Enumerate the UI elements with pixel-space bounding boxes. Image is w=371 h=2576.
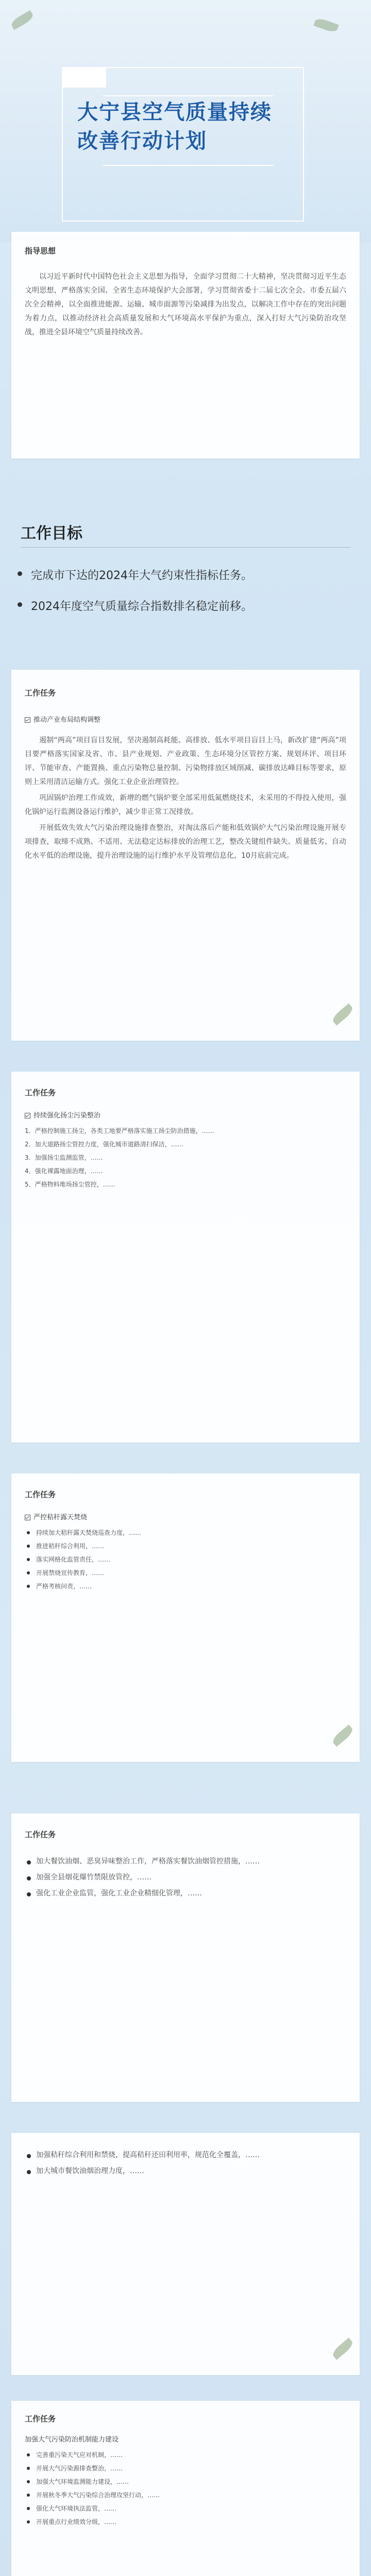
- tasks1-text: [25, 734, 346, 865]
- tasks5-item: 加强秸秆综合利用和禁烧，提高秸秆还田利用率，规范化全覆盖，……: [25, 2148, 346, 2162]
- guiding-card: [11, 232, 360, 459]
- tasks1-paragraph: 开展低效失效大气污染治理设施排查整治，对淘汰落后产能和低效锅炉大气污染治理设施开展专项排查，取缔不成熟、不适用、无法稳定达标排放的治理工艺，整改关键组件缺失、质量低劣、自动化水平低的治理设施，提升治理设施的运行维护水平及管理信息化，10月底前完成。: [25, 824, 346, 860]
- guiding-line: 次全会精神，以全面推进能源、运输、城市面源等污染减排为出发: [25, 300, 237, 309]
- tasks6-item: 开展重点行业绩效分级，……: [25, 2516, 346, 2528]
- tasks5-card: [11, 2133, 360, 2375]
- tasks4-card: [11, 1814, 360, 2102]
- tasks2-paragraph: 1．严格控制施工扬尘，各类工地要严格落实施工扬尘防治措施，……: [25, 1127, 214, 1134]
- title-frame-corner: [62, 67, 106, 88]
- tasks1-subtitle: [25, 714, 100, 724]
- leaf-decoration: [331, 2337, 355, 2360]
- tasks1-subtitle-text: 推动产业布局结构调整: [33, 716, 101, 724]
- tasks2-title: 工作任务: [25, 1088, 56, 1097]
- tasks2-paragraph: 5．严格物料堆场扬尘管控，……: [25, 1181, 115, 1188]
- tasks2-paragraph: 2．加大道路扬尘管控力度，强化城市道路清扫保洁，……: [25, 1141, 183, 1148]
- tasks1-title: 工作任务: [25, 688, 56, 698]
- tasks3-item: 落实网格化监管责任，……: [25, 1554, 346, 1565]
- tasks4-item: 加强全县烟花爆竹禁限放管控，……: [25, 1871, 346, 1885]
- tasks3-title: 工作任务: [25, 1490, 56, 1499]
- tasks1-paragraph: 巩固锅炉治理工作成效，新增的燃气锅炉要全部采用低氮燃烧技术，未采用的不得投入使用，强化锅炉运行监测设备运行维护，减少非正常工况排放。: [25, 794, 346, 816]
- guiding-text: [25, 270, 346, 340]
- tasks4-list: [25, 1855, 346, 1903]
- targets-rule: [21, 547, 350, 548]
- page-title: [77, 98, 272, 156]
- tasks4-item: 加大餐饮油烟、恶臭异味整治工作，严格落实餐饮油烟管控措施，……: [25, 1855, 346, 1869]
- tasks6-item: 强化大气环境执法监管，……: [25, 2503, 346, 2514]
- tasks5-list: [25, 2148, 346, 2180]
- tasks6-subtitle: 加强大气污染防治机制能力建设: [25, 2436, 119, 2444]
- guiding-line: 以习近平新时代中国特色社会主义思想为指导，全面学习贯彻二: [39, 273, 244, 281]
- guiding-line: 发展和大气环境高水平保护为重点，深入打好大气污染防治攻坚: [137, 314, 347, 323]
- tasks3-item: 推进秸秆综合利用，……: [25, 1540, 346, 1552]
- tasks2-subtitle-text: 持续强化扬尘污染整治: [33, 1112, 101, 1120]
- tasks2-text: [25, 1125, 346, 1192]
- guiding-line: 战，推进全县环境空气质量持续改善。: [25, 328, 147, 336]
- tasks3-card: [11, 1473, 360, 1762]
- tasks6-item: 开展秋冬季大气污染综合治理攻坚行动，……: [25, 2489, 346, 2501]
- tasks2-paragraph: 3．加强扬尘监测监管，……: [25, 1154, 103, 1161]
- tasks1-paragraph: 遏制“两高”项目盲目发展，坚决遏制高耗能、高排放、低水平项目盲目上马，新改扩建“两高”项目要严格落实国家及省、市、县产业规划、产业政策、生态环境分区管控方案、规划环评、项目环评、节能审查、产能置换、重点污染物总量控制、污染物排放区域削减、碳排放达峰目标等要求，原则上采用清洁运输方式。强化工业企业治理管控。: [25, 736, 346, 786]
- tasks2-paragraph: 4．强化裸露地面治理，……: [25, 1167, 103, 1175]
- target-item: 完成市下达的2024年大气约束性指标任务。: [31, 567, 252, 583]
- tasks6-item: 加强大气环境监测能力建设，……: [25, 2476, 346, 2487]
- hero-banner: [0, 0, 371, 242]
- tasks3-list: [25, 1527, 346, 1594]
- title-divider-top: [103, 95, 273, 96]
- tasks3-item: 开展禁烧宣传教育，……: [25, 1567, 346, 1579]
- tasks4-item: 强化工业企业监管，强化工业企业精细化管理，……: [25, 1887, 346, 1901]
- guiding-line: 生态环境保护大会部署，学习贯彻省委十二届七次全会。市委五届六: [127, 286, 347, 295]
- tasks3-item: 严格考核问责，……: [25, 1581, 346, 1592]
- leaf-decoration: [331, 1724, 355, 1747]
- leaf-decoration: [313, 17, 339, 34]
- tasks5-item: 加大城市餐饮油烟治理力度，……: [25, 2164, 346, 2178]
- tasks6-item: 完善重污染天气应对机制，……: [25, 2449, 346, 2461]
- check-icon: [25, 1113, 30, 1118]
- check-icon: [25, 1515, 30, 1520]
- page-title-line2: 改善行动计划: [77, 129, 207, 153]
- guiding-title: 指导思想: [25, 246, 56, 256]
- tasks2-card: [11, 1072, 360, 1443]
- tasks3-item: 持续加大秸秆露天焚烧巡查力度，……: [25, 1527, 346, 1538]
- check-icon: [25, 717, 30, 723]
- page-title-line1: 大宁县空气质量持续: [77, 100, 272, 124]
- title-divider-bottom: [103, 165, 273, 166]
- guiding-line: 点，以解决工作中存在的突出问题为着力点，以推动经济社会高质量: [25, 300, 347, 323]
- targets-title: 工作目标: [21, 524, 82, 543]
- tasks3-subtitle-text: 严控秸秆露天焚烧: [33, 1514, 88, 1521]
- tasks4-title: 工作任务: [25, 1830, 56, 1839]
- tasks2-subtitle: [25, 1110, 100, 1120]
- target-item: 2024年度空气质量综合指数排名稳定前移。: [31, 598, 252, 614]
- tasks6-card: [11, 2401, 360, 2576]
- tasks6-list: [25, 2449, 346, 2530]
- guiding-line: 十大精神，坚决贯彻习近平生态文明思想，严格落实全国、全省: [25, 273, 347, 295]
- tasks3-subtitle: [25, 1512, 87, 1521]
- tasks6-item: 开展大气污染源排查整治，……: [25, 2463, 346, 2474]
- tasks1-card: [11, 670, 360, 1041]
- tasks6-title: 工作任务: [25, 2414, 56, 2424]
- leaf-decoration: [331, 1003, 355, 1025]
- leaf-decoration: [10, 10, 35, 30]
